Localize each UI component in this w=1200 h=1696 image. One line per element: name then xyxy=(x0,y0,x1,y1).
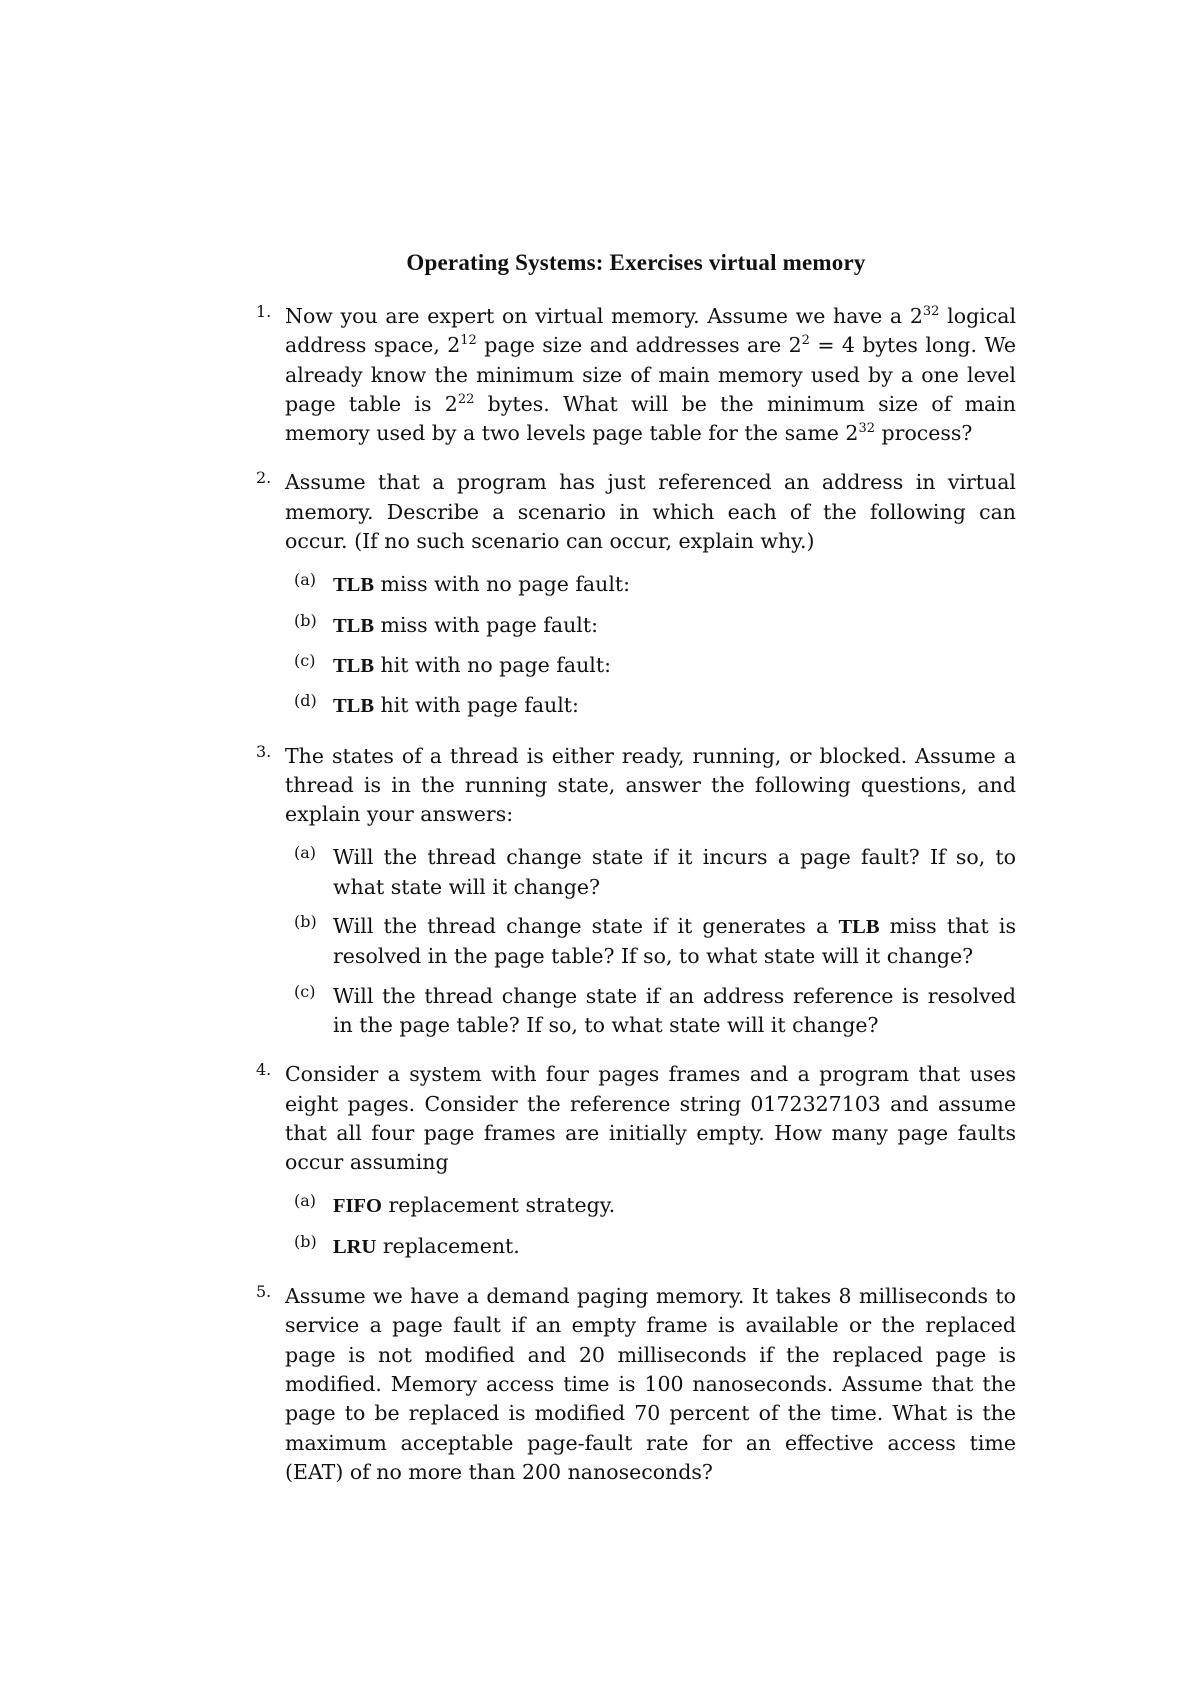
subquestion-text xyxy=(333,570,1016,600)
subquestion-text xyxy=(333,691,1016,721)
subquestion-label: (a) xyxy=(294,843,317,863)
text-run: Will the thread change state if an address reference is resolved in the page table? If so, to what state will it change? xyxy=(333,983,1016,1037)
text-run: Assume that a program has just referenced an address in virtual memory. Describe a scenario in which each of the following can occur. (If no such scenario can occur, explain why.) xyxy=(285,470,1016,554)
text-run: hit with page fault: xyxy=(374,693,579,718)
subquestion-text xyxy=(333,651,1016,681)
text-run: page size and addresses are 2 xyxy=(476,333,802,358)
bold-term: TLB xyxy=(333,695,375,718)
exercise-number: 4. xyxy=(256,1060,272,1080)
exercise-item xyxy=(256,742,1016,1041)
exercise-item xyxy=(256,1060,1016,1262)
text-run: Will the thread change state if it generates a xyxy=(333,914,839,939)
exercise-text xyxy=(285,468,1016,556)
subquestion-item xyxy=(285,691,1016,721)
subquestion-item xyxy=(285,651,1016,681)
subquestion-list xyxy=(285,1191,1016,1262)
subquestion-item xyxy=(285,982,1016,1041)
exercise-number: 1. xyxy=(256,302,272,321)
exercise-text xyxy=(285,1060,1016,1177)
text-run: miss that is resolved in the page table? If so, to what state will it change? xyxy=(333,914,1016,969)
bold-term: TLB xyxy=(838,916,880,939)
bold-term: TLB xyxy=(333,574,375,597)
exponent: 32 xyxy=(858,421,875,437)
subquestion-label: (b) xyxy=(294,912,317,932)
page-title: Operating Systems: Exercises virtual memory xyxy=(406,250,866,275)
subquestion-label: (b) xyxy=(294,610,317,630)
exercise-number: 2. xyxy=(256,468,272,488)
bold-term: TLB xyxy=(333,614,375,637)
subquestion-label: (a) xyxy=(294,1191,317,1211)
subquestion-item xyxy=(285,611,1016,641)
text-run: The states of a thread is either ready, running, or blocked. Assume a thread is in the running state, answer the following questions, and explain your answers: xyxy=(285,743,1016,827)
text-run: Will the thread change state if it incurs a page fault? If so, to what state will it change? xyxy=(333,845,1016,899)
exercise-item xyxy=(256,302,1016,448)
text-run: miss with no page fault: xyxy=(374,572,631,597)
exercise-text xyxy=(285,302,1016,448)
exponent: 2 xyxy=(801,333,810,349)
subquestion-list xyxy=(285,843,1016,1040)
subquestion-label: (d) xyxy=(294,691,317,711)
text-run: process? xyxy=(875,421,973,446)
exercise-text xyxy=(285,742,1016,830)
subquestion-text xyxy=(333,611,1016,641)
text-run: logical address space, 2 xyxy=(285,304,1017,358)
subquestion-label: (b) xyxy=(294,1231,317,1251)
text-run: bytes. What will be the minimum size of main memory used by a two levels page table for the same 2 xyxy=(285,391,1016,446)
exercise-item xyxy=(256,1282,1016,1487)
text-run: Consider a system with four pages frames and a program that uses eight pages. Consider the reference string 0172327103 and assume that all four page frames are initially empty. How many page faults occur assuming xyxy=(285,1062,1016,1175)
text-run: miss with page fault: xyxy=(374,612,598,637)
subquestion-text xyxy=(333,1191,1016,1221)
exponent: 12 xyxy=(460,333,477,349)
subquestion-item xyxy=(285,843,1016,902)
bold-term: FIFO xyxy=(333,1195,382,1218)
bold-term: TLB xyxy=(333,654,375,677)
exercise-list xyxy=(256,302,1016,1487)
text-run: replacement. xyxy=(376,1233,520,1258)
text-run: Now you are expert on virtual memory. Assume we have a 2 xyxy=(285,304,923,328)
document-content xyxy=(256,250,1016,1507)
subquestion-list xyxy=(285,570,1016,721)
subquestion-text xyxy=(333,912,1016,972)
subquestion-text xyxy=(333,843,1016,902)
subquestion-text xyxy=(333,982,1016,1041)
subquestion-label: (c) xyxy=(294,650,316,670)
text-run: = 4 bytes long. We already know the minimum size of main memory used by a one level page table is 2 xyxy=(285,333,1017,416)
subquestion-label: (c) xyxy=(294,981,316,1001)
subquestion-item xyxy=(285,1191,1016,1221)
subquestion-item xyxy=(285,912,1016,972)
subquestion-item xyxy=(285,570,1016,600)
subquestion-label: (a) xyxy=(294,570,317,590)
exercise-item xyxy=(256,468,1016,721)
exercise-text xyxy=(285,1282,1016,1487)
bold-term: LRU xyxy=(333,1235,377,1258)
exponent: 22 xyxy=(457,391,475,407)
subquestion-item xyxy=(285,1232,1016,1262)
text-run: replacement strategy. xyxy=(381,1193,616,1218)
text-run: Assume we have a demand paging memory. It takes 8 milliseconds to service a page fault if an empty frame is available or the replaced page is not modified and 20 milliseconds if the replaced page is modified. Memory access time is 100 nanoseconds. Assume that the page to be replaced is modified 70 percent of the time. What is the maximum acceptable page-fault rate for an effective access time (EAT) of no more than 200 nanoseconds? xyxy=(285,1284,1016,1484)
exponent: 32 xyxy=(922,304,940,319)
subquestion-text xyxy=(333,1232,1016,1262)
exercise-number: 5. xyxy=(256,1282,272,1302)
exercise-number: 3. xyxy=(256,741,272,761)
text-run: hit with no page fault: xyxy=(374,652,612,677)
